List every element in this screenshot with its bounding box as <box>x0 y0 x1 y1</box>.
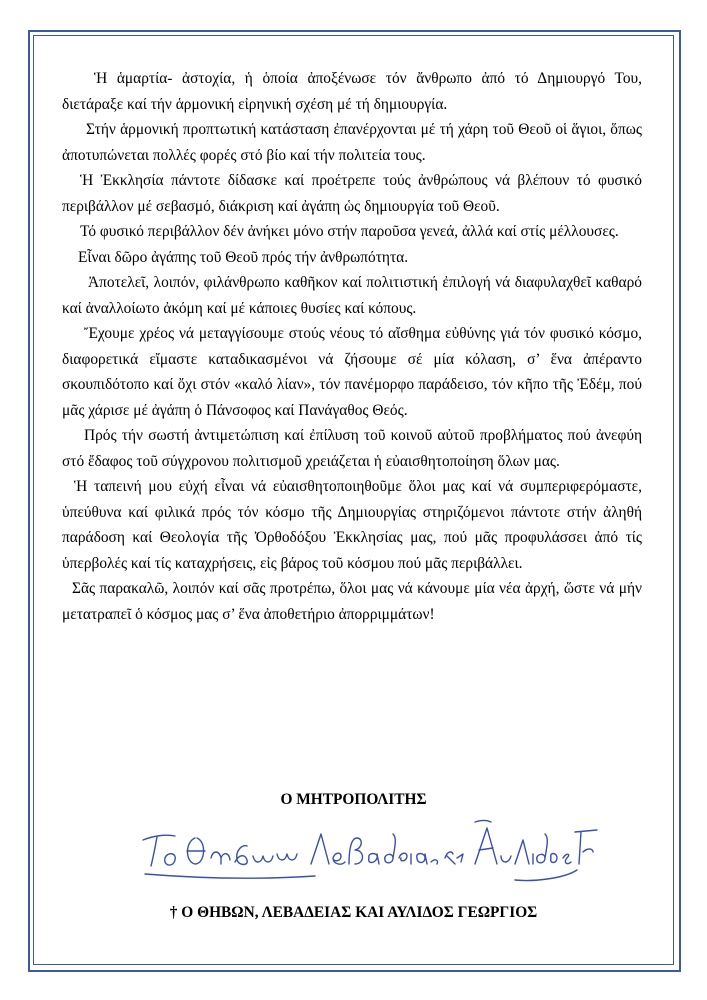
handwritten-signature <box>135 818 605 890</box>
paragraph-8: Πρός τήν σωστή ἀντιμετώπιση καί ἐπίλυση τοῦ κοινοῦ αὐτοῦ προβλήματος πού ἀνεφύη στό ἔδαφος τοῦ σύγχρονου πολιτισμοῦ χρειάζεται ἡ εὐαισθητοποίηση ὅλων μας. <box>62 427 642 470</box>
paragraph-5: Εἶναι δῶρο ἀγάπης τοῦ Θεοῦ πρός τήν ἀνθρωπότητα. <box>78 248 409 266</box>
paragraph-6: Ἀποτελεῖ, λοιπόν, φιλάνθρωπο καθῆκον καί πολιτιστική ἐπιλογή νά διαφυλαχθεῖ καθαρό καί ἀναλλοίωτο ἀκόμη καί μέ κάποιες θυσίες καί κόπους. <box>62 274 642 317</box>
paragraph-4: Τό φυσικό περιβάλλον δέν ἀνήκει μόνο στήν παροῦσα γενεά, ἀλλά καί στίς μέλλουσες. <box>80 223 619 240</box>
letter-body <box>62 66 642 627</box>
signatory-name: † Ο ΘΗΒΩΝ, ΛΕΒΑΔΕΙΑΣ ΚΑΙ ΑΥΛΙΔΟΣ ΓΕΩΡΓΙΟΣ <box>169 904 538 921</box>
paragraph-1: Ἡ ἁμαρτία- ἀστοχία, ἡ ὁποία ἀποξένωσε τόν ἄνθρωπο ἀπό τό Δημιουργό Του, διετάραξε καί τήν ἁρμονική εἰρηνική σχέση μέ τή δημιουργία. <box>62 70 642 113</box>
paragraph-2: Στήν ἁρμονική προπτωτική κατάσταση ἐπανέρχονται μέ τή χάρη τοῦ Θεοῦ οἱ ἅγιοι, ὅπως ἀποτυπώνεται πολλές φορές στό βίο καί τήν πολιτεία τους. <box>62 121 642 164</box>
paragraph-9: Ἡ ταπεινή μου εὐχή εἶναι νά εὐαισθητοποιηθοῦμε ὅλοι μας καί νά συμπεριφερόμαστε, ὑπεύθυνα καί φιλικά πρός τόν κόσμο τῆς Δημιουργίας στηριζόμενοι πάντοτε στήν ἀληθή παράδοση καί Θεολογία τῆς Ὀρθοδόξου Ἐκκλησίας μας, πού μᾶς προφυλάσσει ἀπό τίς ὑπερβολές καί τίς καταχρήσεις, εἰς βάρος τοῦ κόσμου πού μᾶς περιβάλλει. <box>62 478 642 572</box>
paragraph-3: Ἡ Ἐκκλησία πάντοτε δίδασκε καί προέτρεπε τούς ἀνθρώπους νά βλέπουν τό φυσικό περιβάλλον μέ σεβασμό, διάκριση καί ἀγάπη ὡς δημιουργία τοῦ Θεοῦ. <box>62 172 642 215</box>
paragraph-10: Σᾶς παρακαλῶ, λοιπόν καί σᾶς προτρέπω, ὅλοι μας νά κάνουμε μία νέα ἀρχή, ὥστε νά μήν μετατραπεῖ ὁ κόσμος μας σ’ ἕνα ἀποθετήριο ἀπορριμμάτων! <box>62 580 642 623</box>
paragraph-7: Ἔχουμε χρέος νά μεταγγίσουμε στούς νέους τό αἴσθημα εὐθύνης γιά τόν φυσικό κόσμο, διαφορετικά εἴμαστε καταδικασμένοι νά ζήσουμε σέ μία κόλαση, σ’ ἕνα ἀπέραντο σκουπιδότοπο καί ὄχι στόν «καλό λίαν», τόν πανέμορφο παράδεισο, τόν κῆπο τῆς Ἐδέμ, πού μᾶς χάρισε μέ ἀγάπη ὁ Πάνσοφος καί Πανάγαθος Θεός. <box>62 325 642 419</box>
closing-title: Ο ΜΗΤΡΟΠΟΛΙΤΗΣ <box>280 791 427 808</box>
